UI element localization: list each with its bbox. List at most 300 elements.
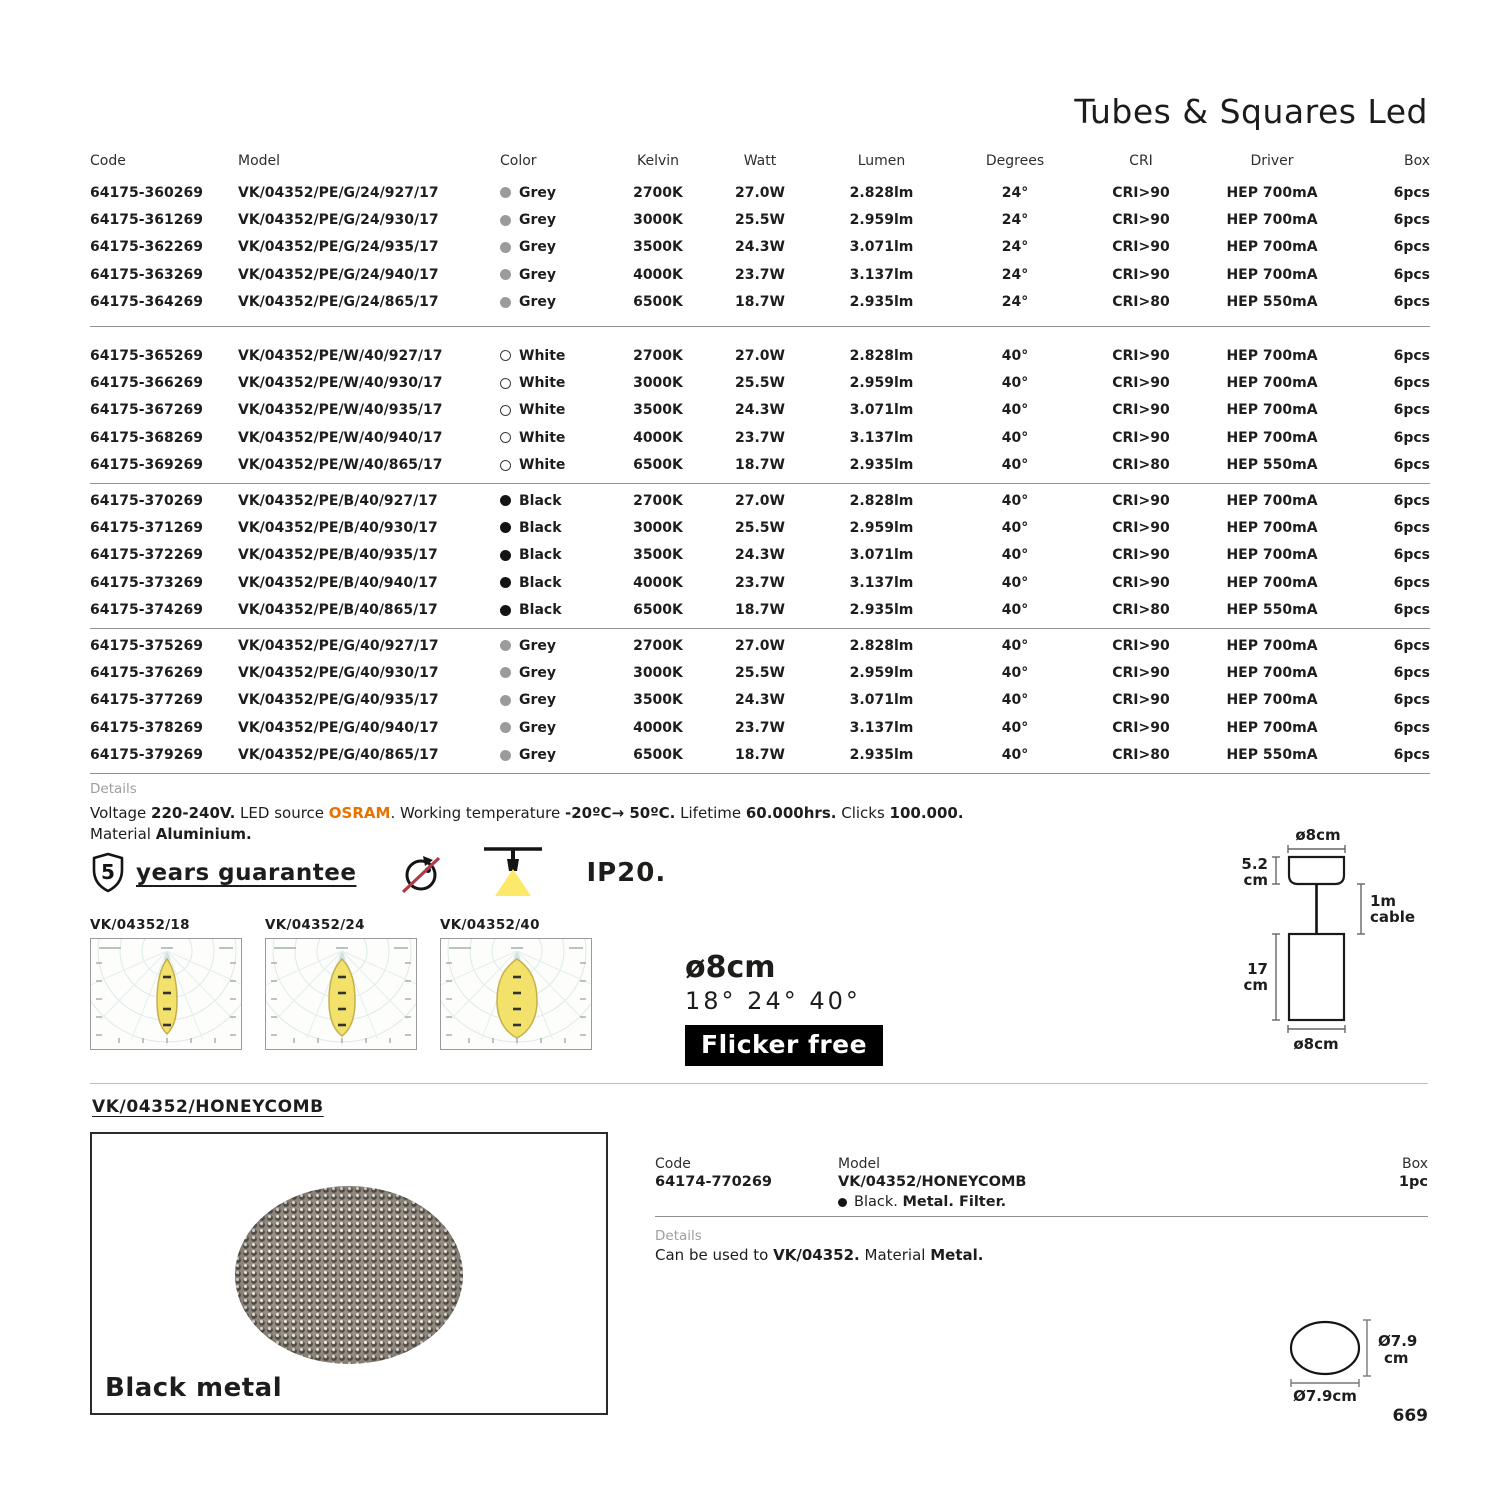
text-segment: Metal. (930, 1246, 984, 1264)
cell-cri: CRI>90 (1112, 692, 1170, 709)
cell-model: VK/04352/PE/G/40/940/17 (238, 719, 439, 736)
cell-driver: HEP 700mA (1226, 574, 1318, 591)
cell-box: 6pcs (1393, 294, 1430, 311)
cell-cri: CRI>90 (1112, 664, 1170, 681)
cell-degrees: 24° (1001, 294, 1029, 311)
cell-color (500, 212, 610, 228)
cell-degrees: 24° (1001, 212, 1029, 229)
cell-watt: 24.3W (735, 402, 785, 419)
cell-degrees: 24° (1001, 266, 1029, 283)
cell-box: 6pcs (1393, 184, 1430, 201)
table-row (90, 289, 1430, 316)
photometric-label: VK/04352/40 (440, 917, 540, 933)
filter-dimensions-svg (1272, 1292, 1447, 1407)
cell-cri: CRI>90 (1112, 239, 1170, 256)
grey-color-dot-icon (500, 269, 511, 280)
cell-driver: HEP 700mA (1226, 184, 1318, 201)
text-segment: Aluminium. (155, 825, 252, 843)
cell-watt: 25.5W (735, 664, 785, 681)
cell-code: 64175-377269 (90, 692, 203, 709)
color-label: Grey (519, 266, 557, 283)
color-label: Grey (519, 692, 557, 709)
photometric-chart-40 (440, 938, 592, 1050)
white-color-dot-icon (500, 460, 511, 471)
black-color-dot-icon (500, 577, 511, 588)
cell-degrees: 40° (1001, 602, 1029, 619)
filter-dim-side-unit: cm (1384, 1349, 1409, 1367)
cell-degrees: 40° (1001, 747, 1029, 764)
cell-lumen: 2.828lm (849, 492, 914, 509)
text-segment: Voltage (90, 803, 152, 822)
cell-code: 64175-371269 (90, 519, 203, 536)
cell-kelvin: 4000K (633, 719, 683, 736)
cell-color (500, 665, 610, 681)
cell-watt: 23.7W (735, 429, 785, 446)
guarantee-shield-icon (88, 851, 128, 895)
cell-code: 64175-364269 (90, 294, 203, 311)
cell-kelvin: 3500K (633, 547, 683, 564)
color-label: Black (519, 547, 562, 564)
cell-watt: 24.3W (735, 547, 785, 564)
cell-code: 64175-363269 (90, 266, 203, 283)
cell-degrees: 40° (1001, 492, 1029, 509)
text-segment: Black. (854, 1194, 903, 1210)
table-group (90, 629, 1430, 774)
cell-lumen: 2.935lm (849, 602, 914, 619)
color-label: Black (519, 519, 562, 536)
dim-canopy-height-unit: cm (1243, 871, 1268, 889)
table-row (90, 424, 1430, 451)
cell-cri: CRI>80 (1112, 294, 1170, 311)
cell-color (500, 430, 610, 446)
header-driver: Driver (1250, 153, 1294, 169)
grey-color-dot-icon (500, 640, 511, 651)
cell-cri: CRI>90 (1112, 212, 1170, 229)
photometric-block (440, 917, 590, 1050)
table-row (90, 714, 1430, 741)
cell-color (500, 692, 610, 708)
black-color-dot-icon (838, 1198, 847, 1207)
cell-box: 6pcs (1393, 719, 1430, 736)
cell-box: 6pcs (1393, 574, 1430, 591)
cell-code: 64175-378269 (90, 719, 203, 736)
text-segment: Metal. Filter. (902, 1194, 1007, 1210)
text-segment: 100.000. (889, 803, 964, 822)
cell-box: 6pcs (1393, 492, 1430, 509)
cell-cri: CRI>80 (1112, 602, 1170, 619)
color-label: White (519, 347, 566, 364)
text-segment: -20ºC→ 50ºC. (564, 803, 676, 822)
table-row (90, 261, 1430, 288)
cell-driver: HEP 700mA (1226, 547, 1318, 564)
color-label: Grey (519, 747, 557, 764)
beam-info (685, 950, 883, 1066)
cell-cri: CRI>80 (1112, 747, 1170, 764)
cell-kelvin: 3500K (633, 692, 683, 709)
cell-cri: CRI>90 (1112, 184, 1170, 201)
dim-body-height-unit: cm (1243, 976, 1268, 994)
table-row (90, 452, 1430, 479)
honeycomb-box-value: 1pc (1398, 1174, 1428, 1190)
cell-code: 64175-366269 (90, 375, 203, 392)
cell-driver: HEP 550mA (1226, 294, 1318, 311)
cell-lumen: 2.935lm (849, 747, 914, 764)
cell-model: VK/04352/PE/G/24/865/17 (238, 294, 439, 311)
photometric-label: VK/04352/24 (265, 917, 365, 933)
cell-lumen: 3.137lm (849, 574, 914, 591)
cell-watt: 27.0W (735, 637, 785, 654)
cell-driver: HEP 700mA (1226, 519, 1318, 536)
table-row (90, 687, 1430, 714)
dim-bottom-diameter: ø8cm (1293, 1035, 1339, 1053)
honeycomb-heading: VK/04352/HONEYCOMB (92, 1097, 324, 1117)
white-color-dot-icon (500, 405, 511, 416)
cell-lumen: 2.959lm (849, 664, 914, 681)
cell-watt: 24.3W (735, 239, 785, 256)
details-line-1 (90, 803, 964, 825)
cell-lumen: 3.071lm (849, 692, 914, 709)
white-color-dot-icon (500, 378, 511, 389)
table-group (90, 339, 1430, 484)
cell-color (500, 267, 610, 283)
text-segment: LED source (235, 803, 329, 822)
cell-code: 64175-372269 (90, 547, 203, 564)
honeycomb-caption: Black metal (105, 1373, 283, 1403)
white-color-dot-icon (500, 432, 511, 443)
cell-degrees: 40° (1001, 547, 1029, 564)
filter-dim-side-value: Ø7.9 (1378, 1332, 1418, 1350)
cell-box: 6pcs (1393, 547, 1430, 564)
cell-color (500, 239, 610, 255)
text-segment: Clicks (836, 803, 890, 822)
cell-watt: 18.7W (735, 457, 785, 474)
grey-color-dot-icon (500, 695, 511, 706)
cell-color (500, 294, 610, 310)
header-kelvin: Kelvin (636, 153, 680, 169)
honeycomb-photo-frame (90, 1132, 608, 1415)
flicker-free-badge: Flicker free (685, 1025, 883, 1066)
cell-model: VK/04352/PE/G/24/935/17 (238, 239, 439, 256)
pendant-lamp-icon (480, 844, 546, 902)
cell-kelvin: 3500K (633, 239, 683, 256)
guarantee-number: 5 (101, 860, 115, 884)
photometric-block (90, 917, 240, 1050)
photometric-diagram (266, 939, 416, 1049)
cell-cri: CRI>80 (1112, 457, 1170, 474)
table-row (90, 369, 1430, 396)
cell-box: 6pcs (1393, 429, 1430, 446)
cell-kelvin: 6500K (633, 294, 683, 311)
cell-model: VK/04352/PE/G/24/940/17 (238, 266, 439, 283)
cell-kelvin: 3000K (633, 519, 683, 536)
cell-box: 6pcs (1393, 602, 1430, 619)
cell-lumen: 2.828lm (849, 637, 914, 654)
cell-driver: HEP 700mA (1226, 347, 1318, 364)
cell-watt: 27.0W (735, 347, 785, 364)
section-divider (90, 1083, 1428, 1084)
text-segment: Can be used to (655, 1246, 774, 1264)
black-color-dot-icon (500, 522, 511, 533)
cell-cri: CRI>90 (1112, 347, 1170, 364)
cell-lumen: 2.935lm (849, 457, 914, 474)
text-segment: 60.000hrs. (745, 803, 837, 822)
grey-color-dot-icon (500, 242, 511, 253)
cell-degrees: 40° (1001, 519, 1029, 536)
cell-box: 6pcs (1393, 239, 1430, 256)
cell-watt: 23.7W (735, 574, 785, 591)
table-row (90, 632, 1430, 659)
color-label: White (519, 457, 566, 474)
cell-box: 6pcs (1393, 212, 1430, 229)
cell-cri: CRI>90 (1112, 266, 1170, 283)
cell-color (500, 185, 610, 201)
color-label: White (519, 429, 566, 446)
cell-lumen: 2.828lm (849, 347, 914, 364)
cell-code: 64175-379269 (90, 747, 203, 764)
table-group (90, 484, 1430, 629)
cell-kelvin: 3000K (633, 212, 683, 229)
color-label: Black (519, 602, 562, 619)
cell-box: 6pcs (1393, 347, 1430, 364)
text-segment: Material (859, 1246, 931, 1264)
text-segment: 220-240V. (151, 803, 236, 822)
cell-driver: HEP 700mA (1226, 492, 1318, 509)
cell-code: 64175-375269 (90, 637, 203, 654)
photometric-chart-24 (265, 938, 417, 1050)
black-color-dot-icon (500, 550, 511, 561)
cell-code: 64175-369269 (90, 457, 203, 474)
text-segment: Material (90, 825, 156, 843)
cell-kelvin: 6500K (633, 602, 683, 619)
cell-cri: CRI>90 (1112, 429, 1170, 446)
cell-box: 6pcs (1393, 457, 1430, 474)
cell-model: VK/04352/PE/W/40/935/17 (238, 402, 443, 419)
cell-cri: CRI>90 (1112, 375, 1170, 392)
header-box: Box (1403, 153, 1430, 169)
table-row (90, 741, 1430, 768)
cell-model: VK/04352/PE/W/40/927/17 (238, 347, 443, 364)
cell-model: VK/04352/PE/G/40/935/17 (238, 692, 439, 709)
filter-dim-bottom: Ø7.9cm (1293, 1387, 1357, 1405)
page-number: 669 (1392, 1406, 1428, 1426)
cell-code: 64175-368269 (90, 429, 203, 446)
cell-model: VK/04352/PE/W/40/865/17 (238, 457, 443, 474)
cell-lumen: 3.137lm (849, 429, 914, 446)
header-degrees: Degrees (985, 153, 1045, 169)
details-section (90, 779, 964, 846)
cell-model: VK/04352/PE/W/40/940/17 (238, 429, 443, 446)
cell-lumen: 3.071lm (849, 402, 914, 419)
cell-color (500, 520, 610, 536)
cell-driver: HEP 700mA (1226, 402, 1318, 419)
cell-driver: HEP 550mA (1226, 457, 1318, 474)
cell-code: 64175-374269 (90, 602, 203, 619)
table-row (90, 234, 1430, 261)
color-label: Grey (519, 664, 557, 681)
cell-driver: HEP 550mA (1226, 602, 1318, 619)
black-color-dot-icon (500, 605, 511, 616)
color-label: Grey (519, 719, 557, 736)
table-row (90, 179, 1430, 206)
cell-kelvin: 3500K (633, 402, 683, 419)
cell-model: VK/04352/PE/G/40/865/17 (238, 747, 439, 764)
cell-kelvin: 2700K (633, 637, 683, 654)
cell-driver: HEP 700mA (1226, 692, 1318, 709)
cell-lumen: 2.828lm (849, 184, 914, 201)
color-label: Grey (519, 184, 557, 201)
feature-icons-row (88, 843, 666, 903)
white-color-dot-icon (500, 350, 511, 361)
cell-degrees: 40° (1001, 347, 1029, 364)
cell-degrees: 40° (1001, 692, 1029, 709)
cell-box: 6pcs (1393, 266, 1430, 283)
photometric-diagram (441, 939, 591, 1049)
cell-degrees: 40° (1001, 664, 1029, 681)
cell-model: VK/04352/PE/B/40/927/17 (238, 492, 438, 509)
grey-color-dot-icon (500, 187, 511, 198)
cell-watt: 18.7W (735, 747, 785, 764)
table-row (90, 659, 1430, 686)
cell-code: 64175-367269 (90, 402, 203, 419)
honeycomb-filter-image (235, 1186, 463, 1364)
cell-cri: CRI>90 (1112, 574, 1170, 591)
cell-code: 64175-373269 (90, 574, 203, 591)
table-body (90, 176, 1430, 774)
honeycomb-divider (655, 1216, 1428, 1217)
text-segment: . Working temperature (390, 803, 565, 822)
cell-model: VK/04352/PE/G/40/930/17 (238, 664, 439, 681)
honeycomb-spec-line (838, 1194, 1006, 1210)
dimension-drawing (1228, 816, 1443, 1060)
cell-lumen: 2.959lm (849, 519, 914, 536)
not-dimmable-icon (398, 849, 444, 897)
cell-watt: 25.5W (735, 519, 785, 536)
table-row (90, 542, 1430, 569)
cell-box: 6pcs (1393, 692, 1430, 709)
cell-lumen: 3.137lm (849, 719, 914, 736)
table-row (90, 342, 1430, 369)
color-label: White (519, 402, 566, 419)
cell-kelvin: 4000K (633, 574, 683, 591)
header-cri: CRI (1129, 153, 1153, 169)
cell-watt: 23.7W (735, 719, 785, 736)
cell-box: 6pcs (1393, 637, 1430, 654)
cell-degrees: 40° (1001, 457, 1029, 474)
dim-cable-value: 1m (1370, 892, 1397, 910)
honeycomb-box-label: Box (1401, 1156, 1428, 1172)
cell-cri: CRI>90 (1112, 637, 1170, 654)
dim-cable-unit: cable (1370, 908, 1416, 926)
dim-top-diameter: ø8cm (1295, 826, 1341, 844)
text-segment: Lifetime (675, 803, 746, 822)
details-label: Details (90, 781, 137, 797)
header-color: Color (500, 153, 537, 169)
honeycomb-code-label: Code (655, 1156, 691, 1172)
cell-watt: 25.5W (735, 212, 785, 229)
cell-watt: 27.0W (735, 492, 785, 509)
cell-kelvin: 2700K (633, 492, 683, 509)
header-lumen: Lumen (857, 153, 906, 169)
cell-color (500, 402, 610, 418)
grey-color-dot-icon (500, 215, 511, 226)
beam-angles-label: 18° 24° 40° (685, 987, 861, 1015)
cell-lumen: 2.959lm (849, 375, 914, 392)
photometric-block (265, 917, 415, 1050)
cell-degrees: 40° (1001, 402, 1029, 419)
cell-driver: HEP 550mA (1226, 747, 1318, 764)
cell-driver: HEP 700mA (1226, 637, 1318, 654)
cell-color (500, 720, 610, 736)
cell-cri: CRI>90 (1112, 547, 1170, 564)
table-header-row (90, 146, 1430, 176)
cell-lumen: 2.959lm (849, 212, 914, 229)
honeycomb-model-value: VK/04352/HONEYCOMB (838, 1174, 1027, 1190)
cell-degrees: 40° (1001, 429, 1029, 446)
cell-model: VK/04352/PE/G/24/927/17 (238, 184, 439, 201)
cell-driver: HEP 700mA (1226, 239, 1318, 256)
photometric-label: VK/04352/18 (90, 917, 190, 933)
cell-color (500, 457, 610, 473)
grey-color-dot-icon (500, 722, 511, 733)
cell-model: VK/04352/PE/G/40/927/17 (238, 637, 439, 654)
grey-color-dot-icon (500, 667, 511, 678)
cell-color (500, 375, 610, 391)
dim-canopy-height-value: 5.2 (1241, 855, 1268, 873)
cell-model: VK/04352/PE/B/40/865/17 (238, 602, 438, 619)
ip-rating-label: IP20. (586, 858, 667, 888)
cell-driver: HEP 700mA (1226, 375, 1318, 392)
cell-box: 6pcs (1393, 747, 1430, 764)
table-row (90, 569, 1430, 596)
cell-code: 64175-365269 (90, 347, 203, 364)
cell-kelvin: 2700K (633, 184, 683, 201)
honeycomb-code-value: 64174-770269 (655, 1174, 772, 1190)
cell-watt: 25.5W (735, 375, 785, 392)
honeycomb-details-label: Details (655, 1228, 702, 1244)
cell-kelvin: 3000K (633, 375, 683, 392)
cell-degrees: 40° (1001, 637, 1029, 654)
honeycomb-model-label: Model (838, 1156, 881, 1172)
text-segment: OSRAM (328, 803, 391, 822)
header-code: Code (90, 153, 126, 169)
cell-code: 64175-376269 (90, 664, 203, 681)
cell-driver: HEP 700mA (1226, 664, 1318, 681)
cell-driver: HEP 700mA (1226, 266, 1318, 283)
table-group (90, 176, 1430, 327)
photometric-diagram (91, 939, 241, 1049)
dim-body-height-value: 17 (1247, 960, 1268, 978)
pendant-dimensions-svg (1228, 816, 1443, 1056)
cell-driver: HEP 700mA (1226, 719, 1318, 736)
diameter-label: ø8cm (685, 950, 776, 985)
honeycomb-spec-text (854, 1194, 1006, 1210)
cell-driver: HEP 700mA (1226, 212, 1318, 229)
cell-lumen: 3.071lm (849, 239, 914, 256)
color-label: Grey (519, 212, 557, 229)
color-label: Grey (519, 294, 557, 311)
filter-dimension-drawing (1272, 1292, 1447, 1411)
cell-kelvin: 4000K (633, 429, 683, 446)
cell-cri: CRI>90 (1112, 402, 1170, 419)
text-segment: VK/04352. (773, 1246, 860, 1264)
cell-color (500, 638, 610, 654)
cell-degrees: 40° (1001, 719, 1029, 736)
cell-code: 64175-360269 (90, 184, 203, 201)
product-table (90, 146, 1430, 774)
grey-color-dot-icon (500, 750, 511, 761)
cell-cri: CRI>90 (1112, 719, 1170, 736)
cell-model: VK/04352/PE/B/40/940/17 (238, 574, 438, 591)
